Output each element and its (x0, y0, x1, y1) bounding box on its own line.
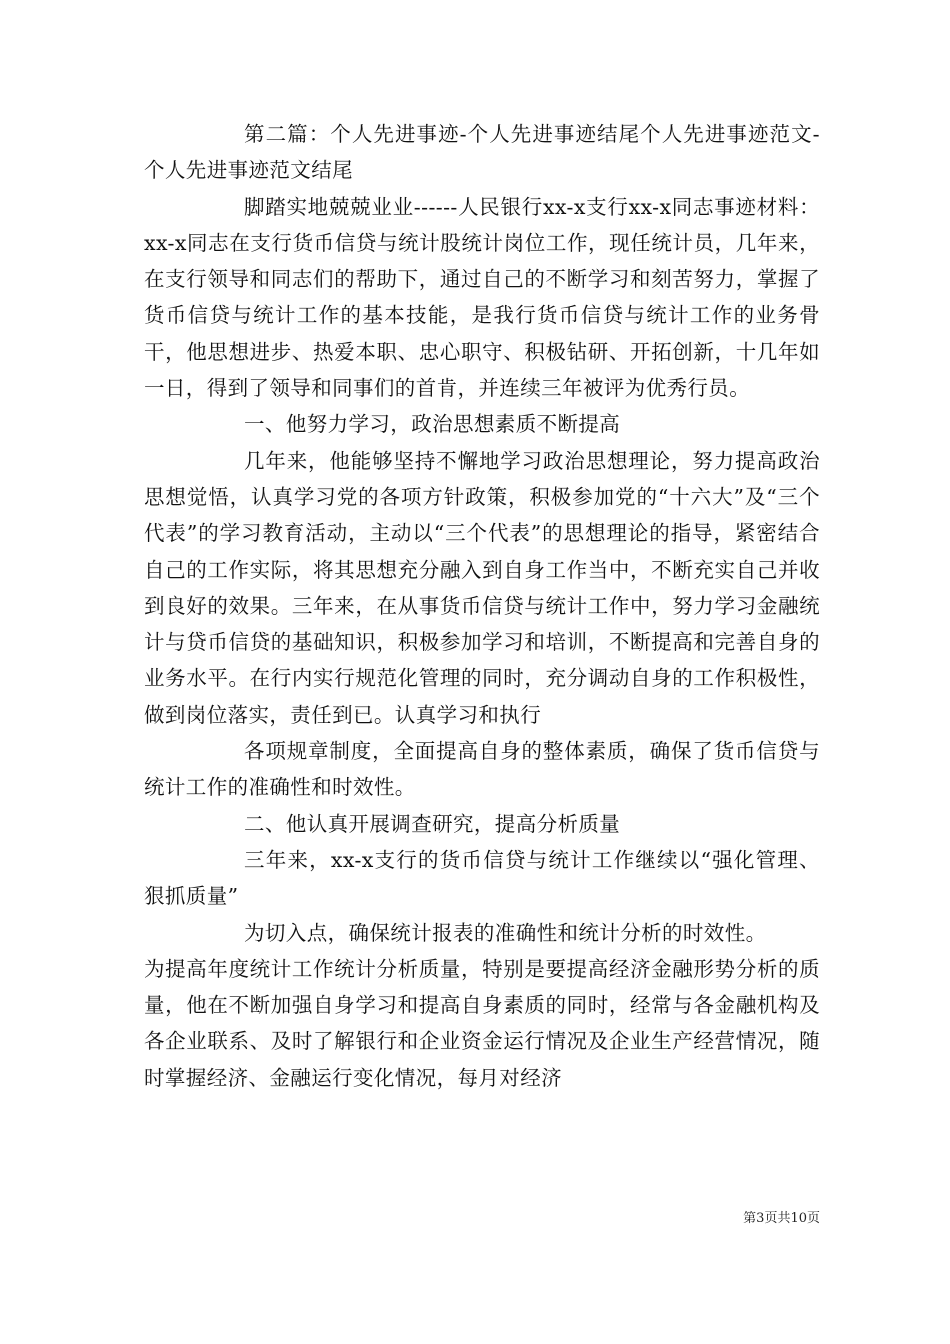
section-title: 第二篇：个人先进事迹-个人先进事迹结尾个人先进事迹范文-个人先进事迹范文结尾 (144, 122, 820, 183)
section-heading-1: 一、他努力学习，政治思想素质不断提高 (244, 412, 621, 437)
body-paragraph-entry-point: 为切入点，确保统计报表的准确性和统计分析的时效性。 (244, 920, 767, 945)
body-paragraph-intro: 脚踏实地兢兢业业------人民银行xx-x支行xx-x同志事迹材料：xx-x同志在支行货币信贷与统计股统计岗位工作，现任统计员，几年来，在支行领导和同志们的帮助下，通过自己的不断学习和刻苦努力，掌握了货币信贷与统计工作的基本技能，是我行货币信贷与统计工作的业务骨干，他思想进步、热爱本职、忠心职守、积极钻研、开拓创新，十几年如一日，得到了领导和同事们的首肯，并连续三年被评为优秀行员。 (144, 194, 820, 401)
document-body (144, 116, 820, 1096)
section-heading-2: 二、他认真开展调查研究，提高分析质量 (244, 811, 621, 836)
page-number-footer: 第3页共10页 (743, 1211, 820, 1226)
body-paragraph-analysis: 为提高年度统计工作统计分析质量，特别是要提高经济金融形势分析的质量，他在不断加强自身学习和提高自身素质的同时，经常与各金融机构及各企业联系、及时了解银行和企业资金运行情况及企业生产经营情况，随时掌握经济、金融运行变化情况，每月对经济 (144, 956, 820, 1090)
body-paragraph-study: 几年来，他能够坚持不懈地学习政治思想理论，努力提高政治思想觉悟，认真学习党的各项方针政策，积极参加党的“十六大”及“三个代表”的学习教育活动，主动以“三个代表”的思想理论的指导，紧密结合自己的工作实际，将其思想充分融入到自身工作当中，不断充实自己并收到良好的效果。三年来，在从事货币信贷与统计工作中，努力学习金融统计与贷币信贷的基础知识，积极参加学习和培训，不断提高和完善自身的业务水平。在行内实行规范化管理的同时，充分调动自身的工作积极性，做到岗位落实，责任到已。认真学习和执行 (144, 448, 820, 727)
body-paragraph-regulations: 各项规章制度，全面提高自身的整体素质，确保了货币信贷与统计工作的准确性和时效性。 (144, 739, 820, 800)
body-paragraph-three-years: 三年来，xx-x支行的货币信贷与统计工作继续以“强化管理、狠抓质量” (144, 847, 820, 909)
